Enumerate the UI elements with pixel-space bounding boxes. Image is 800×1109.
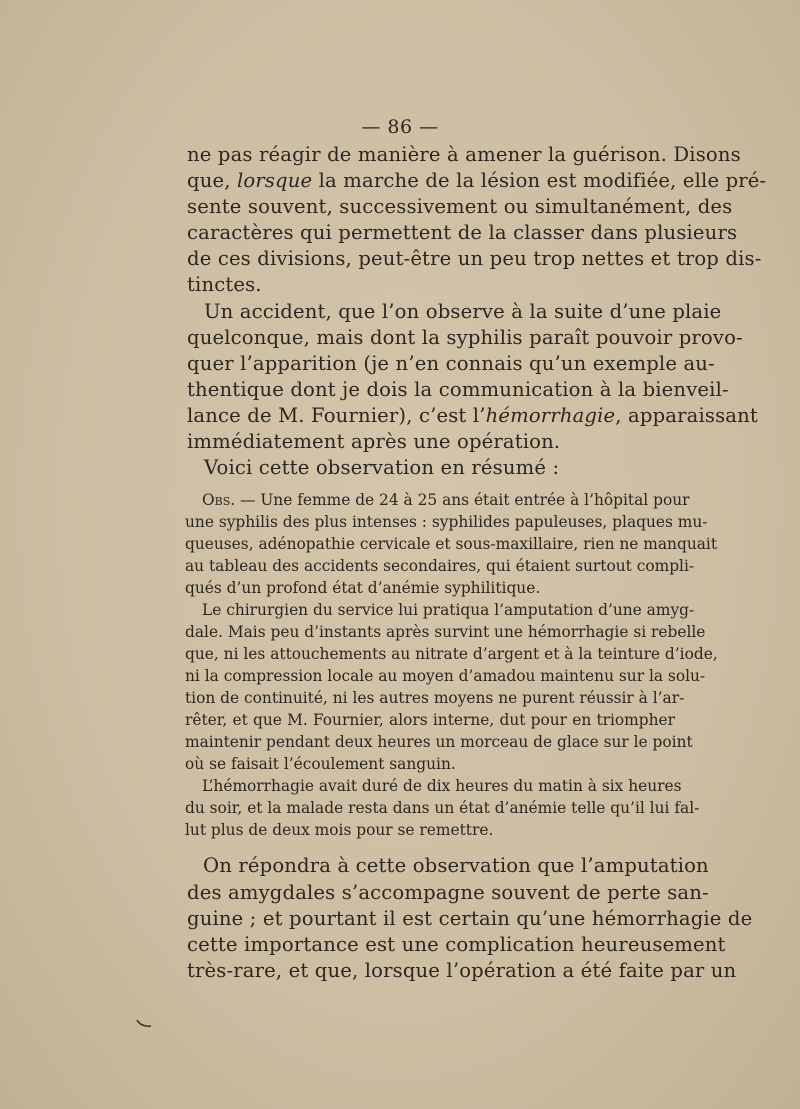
text-line: lance de M. Fournier), c’est l’hémorrhagie, apparaissant (187, 404, 758, 427)
emphasis: lorsque (236, 169, 313, 192)
text-line: de ces divisions, peut-être un peu trop nettes et trop dis- (187, 247, 762, 270)
observation-label: Obs. (202, 491, 236, 509)
text-line: que, lorsque la marche de la lésion est modifiée, elle pré- (187, 169, 767, 192)
text-line: maintenir pendant deux heures un morceau de glace sur le point (185, 733, 693, 751)
text-line: dale. Mais peu d’instants après survint une hémorrhagie si rebelle (185, 623, 706, 641)
text-line: Voici cette observation en résumé : (204, 456, 560, 479)
text-line: rêter, et que M. Fournier, alors interne, dut pour en triompher (185, 711, 675, 729)
text-line: sente souvent, successivement ou simultanément, des (187, 195, 733, 218)
text-line: quer l’apparition (je n’en connais qu’un exemple au- (187, 352, 715, 375)
text-line: queuses, adénopathie cervicale et sous-maxillaire, rien ne manquait (185, 535, 718, 553)
text-line: guine ; et pourtant il est certain qu’une hémorrhagie de (187, 907, 753, 930)
text-line: thentique dont je dois la communication à la bienveil- (187, 378, 729, 401)
text-line: Un accident, que l’on observe à la suite d’une plaie (204, 300, 722, 323)
text-line: tinctes. (187, 273, 262, 296)
text-line: caractères qui permettent de la classer dans plusieurs (187, 221, 738, 244)
text-line: tion de continuité, ni les autres moyens ne purent réussir à l’ar- (185, 689, 685, 707)
text-line: des amygdales s’accompagne souvent de perte san- (187, 881, 709, 904)
text-line: Obs. — Une femme de 24 à 25 ans était entrée à l’hôpital pour (202, 491, 690, 509)
text-line: que, ni les attouchements au nitrate d’argent et à la teinture d’iode, (185, 645, 718, 663)
text-line: du soir, et la malade resta dans un état d’anémie telle qu’il lui fal- (185, 799, 700, 817)
text-line: Le chirurgien du service lui pratiqua l’amputation d’une amyg- (202, 601, 695, 619)
text-line: L’hémorrhagie avait duré de dix heures du matin à six heures (202, 777, 682, 795)
text-line: On répondra à cette observation que l’amputation (203, 854, 709, 877)
emphasis: hémorrhagie (485, 404, 616, 427)
page-number: — 86 — (361, 116, 439, 138)
text-line: immédiatement après une opération. (187, 430, 561, 453)
text-line: lut plus de deux mois pour se remettre. (185, 821, 494, 839)
text-line: très-rare, et que, lorsque l’opération a été faite par un (187, 959, 737, 982)
text-line: où se faisait l’écoulement sanguin. (185, 755, 456, 773)
text-line: ne pas réagir de manière à amener la guérison. Disons (187, 143, 741, 166)
pencil-mark (136, 1018, 152, 1028)
text-line: ni la compression locale au moyen d’amadou maintenu sur la solu- (185, 667, 706, 685)
text-line: au tableau des accidents secondaires, qui étaient surtout compli- (185, 557, 695, 575)
text-line: une syphilis des plus intenses : syphilides papuleuses, plaques mu- (185, 513, 708, 531)
text-line: cette importance est une complication heureusement (187, 933, 726, 956)
text-line: quelconque, mais dont la syphilis paraît pouvoir provo- (187, 326, 743, 349)
text-line: qués d’un profond état d’anémie syphilitique. (185, 579, 541, 597)
